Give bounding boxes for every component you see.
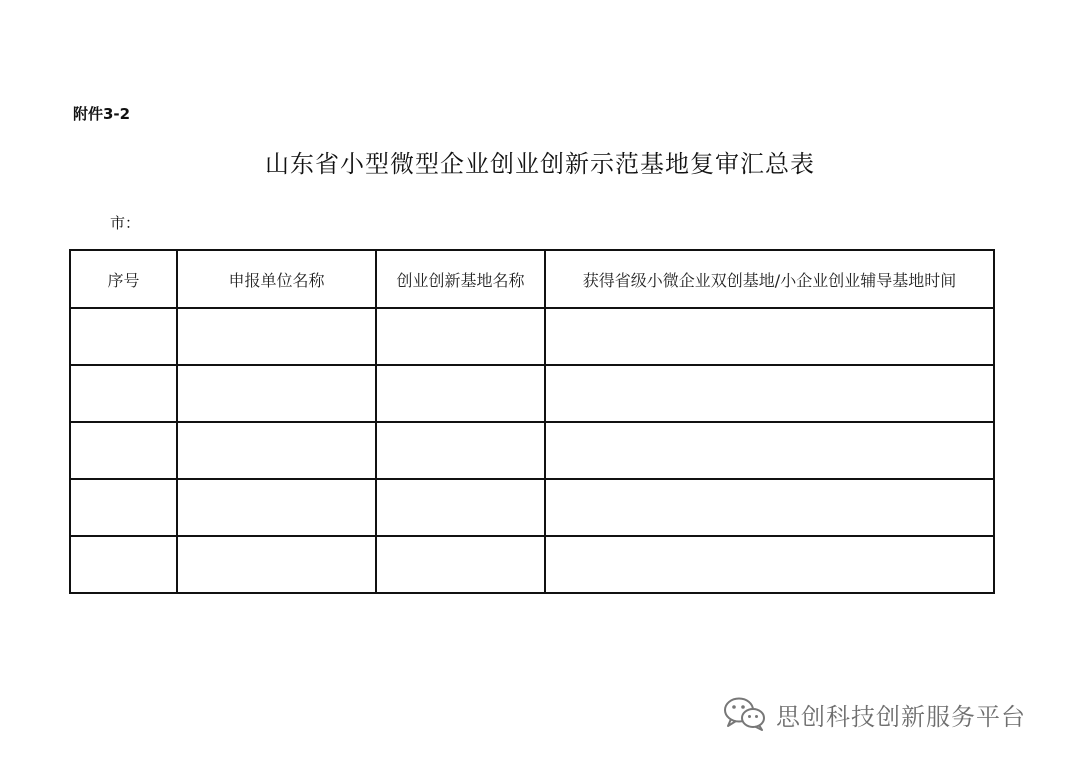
table-cell (376, 308, 545, 365)
city-label: 市： (110, 214, 141, 232)
table-cell (177, 536, 376, 593)
table-cell (376, 422, 545, 479)
table-cell (545, 365, 994, 422)
table-cell (177, 422, 376, 479)
table-cell (70, 308, 177, 365)
table-cell (177, 479, 376, 536)
table-header-row (70, 250, 994, 308)
table-cell (70, 536, 177, 593)
header-applicant-name: 申报单位名称 (177, 250, 376, 308)
table-cell (70, 422, 177, 479)
table-cell (376, 365, 545, 422)
summary-table (69, 249, 995, 594)
attachment-label: 附件3-2 (73, 105, 131, 123)
table-cell (545, 479, 994, 536)
table-cell (177, 365, 376, 422)
table-row (70, 536, 994, 593)
watermark (722, 694, 1026, 734)
header-base-name: 创业创新基地名称 (376, 250, 545, 308)
wechat-icon (722, 695, 768, 733)
table-row (70, 479, 994, 536)
table-cell (376, 536, 545, 593)
table-cell (545, 536, 994, 593)
table-row (70, 365, 994, 422)
table-cell (70, 479, 177, 536)
table-cell (376, 479, 545, 536)
table-cell (545, 422, 994, 479)
table-cell (70, 365, 177, 422)
table-cell (177, 308, 376, 365)
header-serial-number: 序号 (70, 250, 177, 308)
table-cell (545, 308, 994, 365)
header-approval-time: 获得省级小微企业双创基地/小企业创业辅导基地时间 (545, 250, 994, 308)
table-row (70, 308, 994, 365)
document-title: 山东省小型微型企业创业创新示范基地复审汇总表 (265, 150, 815, 178)
table-row (70, 422, 994, 479)
watermark-text: 思创科技创新服务平台 (776, 702, 1026, 731)
